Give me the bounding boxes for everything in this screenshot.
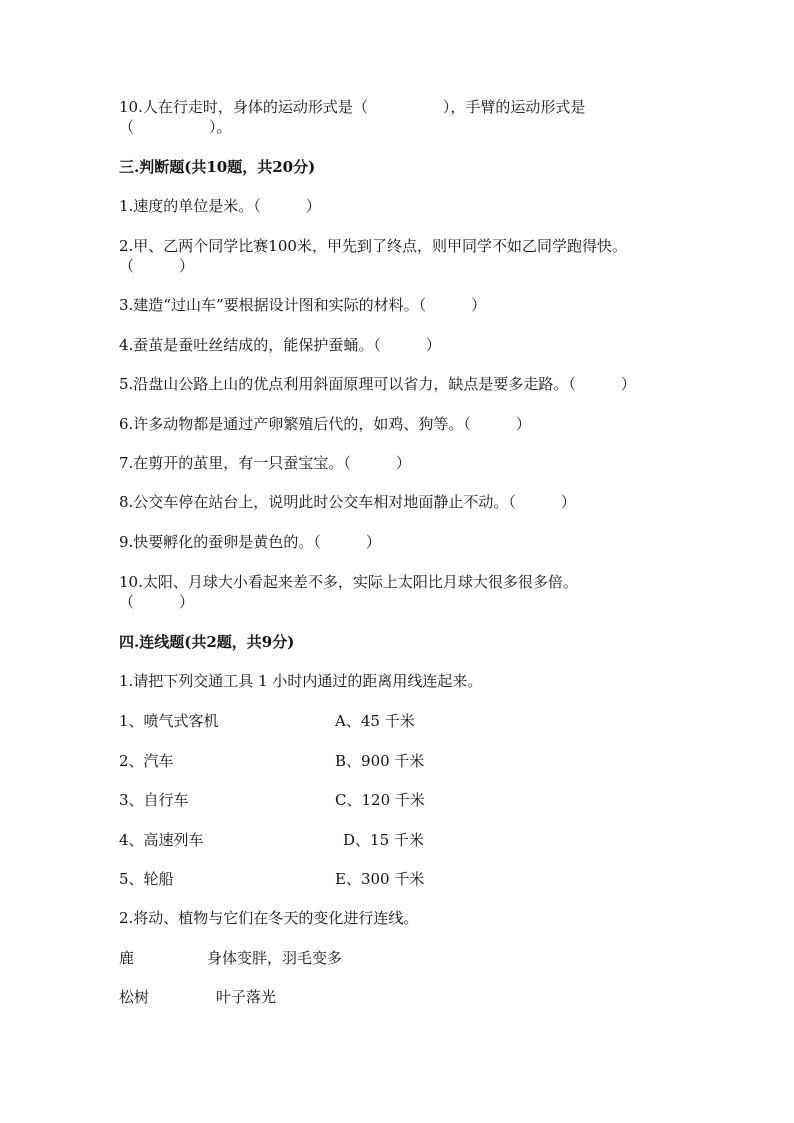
match-q1-left-5: 5、轮船 xyxy=(119,870,174,888)
match-q1-left-3: 3、自行车 xyxy=(119,791,189,809)
judge-item-3: 3.建造“过山车”要根据设计图和实际的材料。（ ） xyxy=(119,296,487,314)
judge-item-1: 1.速度的单位是米。（ ） xyxy=(119,197,321,215)
section4-heading: 四.连线题(共2题，共9分) xyxy=(119,633,295,651)
judge-item-7: 7.在剪开的茧里，有一只蚕宝宝。（ ） xyxy=(119,454,411,472)
match-q2-prompt: 2.将动、植物与它们在冬天的变化进行连线。 xyxy=(119,909,419,927)
match-q1-left-4: 4、高速列车 xyxy=(119,831,204,849)
q10-fill-line2: （ ）。 xyxy=(119,118,232,136)
judge-item-10-answer: （ ） xyxy=(119,593,195,611)
match-q2-right-2: 叶子落光 xyxy=(216,988,277,1006)
judge-item-4: 4.蚕茧是蚕吐丝结成的，能保护蚕蛹。（ ） xyxy=(119,336,441,354)
match-q2-left-2: 松树 xyxy=(119,988,150,1006)
match-q2-left-1: 鹿 xyxy=(119,949,135,967)
match-q1-right-e: E、300 千米 xyxy=(335,870,425,888)
match-q1-left-1: 1、喷气式客机 xyxy=(119,712,219,730)
section3-heading: 三.判断题(共10题，共20分) xyxy=(119,158,316,176)
match-q1-left-2: 2、汽车 xyxy=(119,752,174,770)
judge-item-10: 10.太阳、月球大小看起来差不多，实际上太阳比月球大很多很多倍。 xyxy=(119,573,578,591)
match-q1-right-c: C、120 千米 xyxy=(335,791,425,809)
match-q1-right-a: A、45 千米 xyxy=(335,712,415,730)
judge-item-5: 5.沿盘山公路上山的优点利用斜面原理可以省力，缺点是要多走路。（ ） xyxy=(119,375,636,393)
match-q1-right-d: D、15 千米 xyxy=(343,831,424,849)
judge-item-8: 8.公交车停在站台上，说明此时公交车相对地面静止不动。（ ） xyxy=(119,493,576,511)
judge-item-2: 2.甲、乙两个同学比赛100米，甲先到了终点，则甲同学不如乙同学跑得快。 xyxy=(119,237,627,255)
match-q1-prompt: 1.请把下列交通工具 1 小时内通过的距离用线连起来。 xyxy=(119,672,483,690)
judge-item-9: 9.快要孵化的蚕卵是黄色的。（ ） xyxy=(119,533,381,551)
q10-fill-line1: 10.人在行走时，身体的运动形式是（ ），手臂的运动形式是 xyxy=(119,98,586,116)
judge-item-6: 6.许多动物都是通过产卵繁殖后代的，如鸡、狗等。（ ） xyxy=(119,415,531,433)
judge-item-2-answer: （ ） xyxy=(119,257,195,275)
match-q1-right-b: B、900 千米 xyxy=(335,752,425,770)
match-q2-right-1: 身体变胖，羽毛变多 xyxy=(207,949,343,967)
